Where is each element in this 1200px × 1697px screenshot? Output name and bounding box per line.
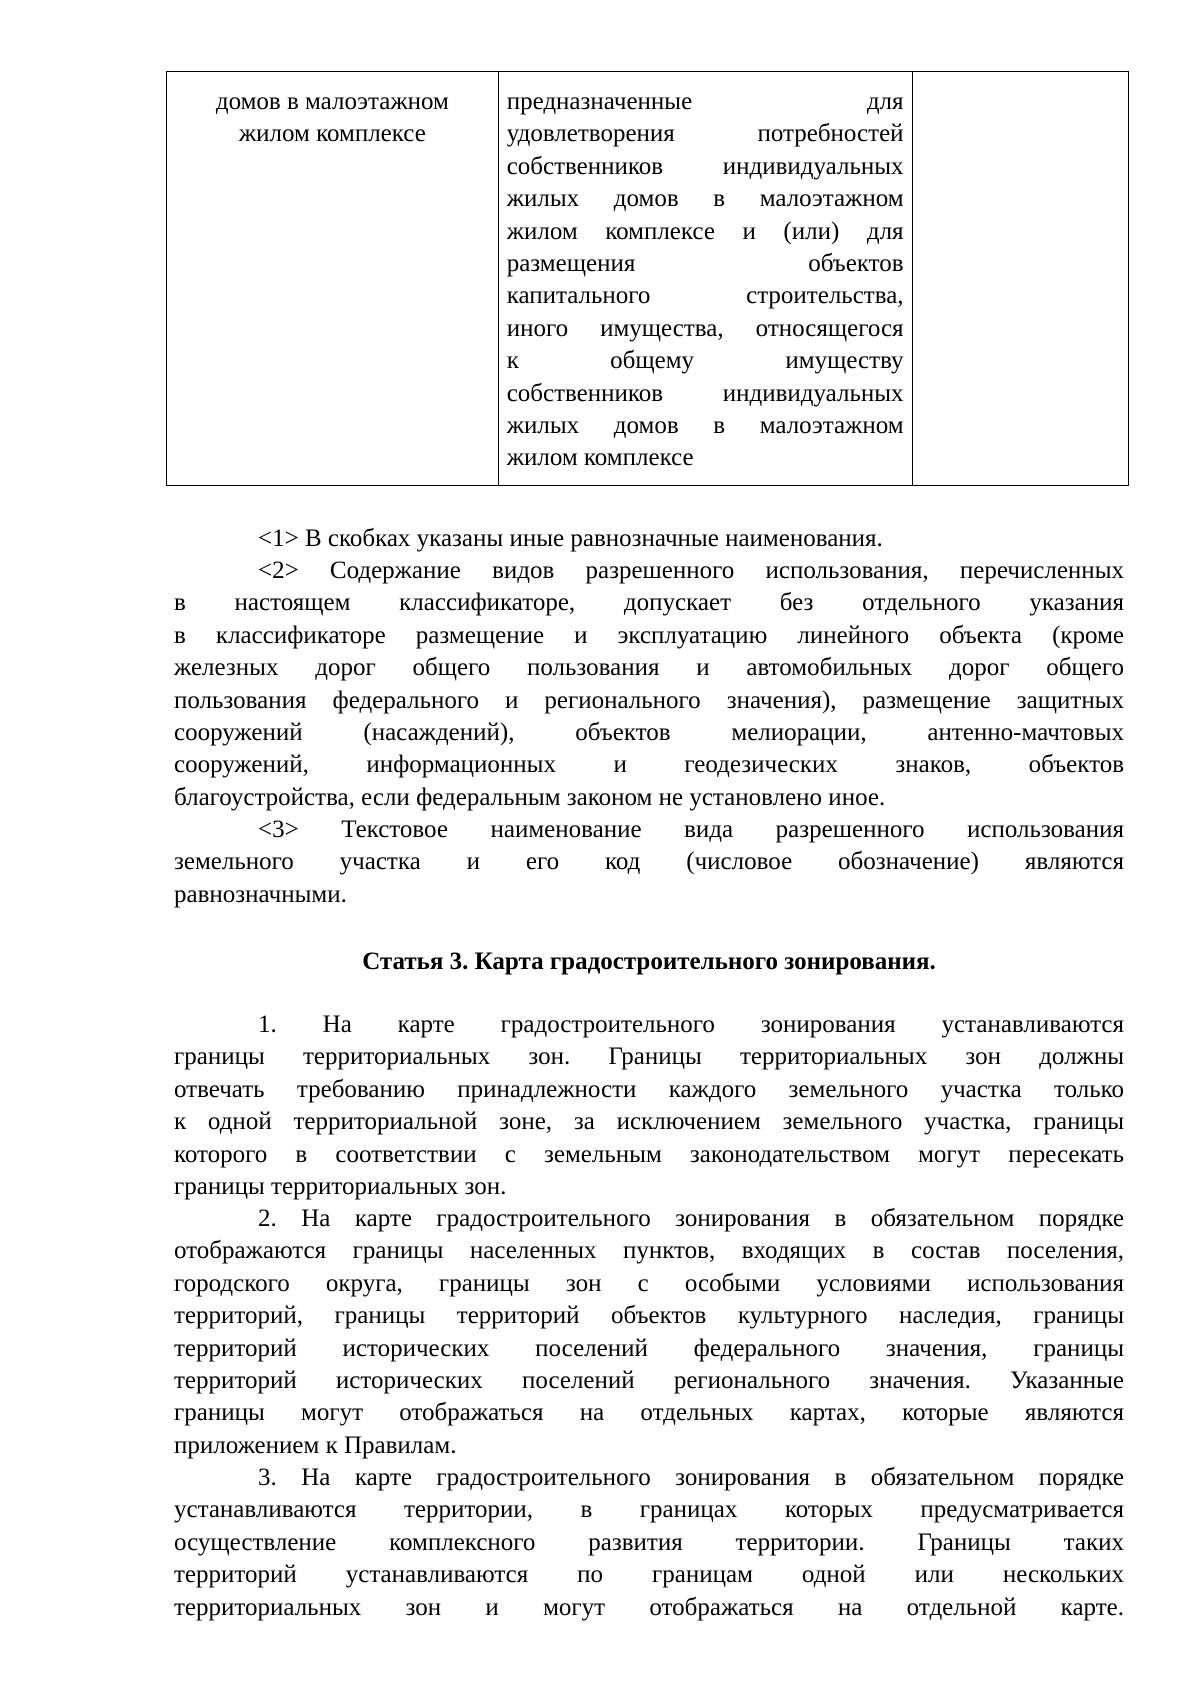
continuation-table <box>166 71 1129 486</box>
cell-text-line: к общему имуществу <box>506 347 904 375</box>
paragraph-line: 1. На карте градостроительного зонирования устанавливаются <box>258 1011 1124 1038</box>
footnote-line: благоустройства, если федеральным законом не установлено иное. <box>174 783 886 811</box>
footnote-3 <box>174 814 1124 911</box>
footnote-2 <box>174 555 1124 814</box>
paragraph-line: осуществление комплексного развития территории. Границы таких <box>174 1528 1124 1556</box>
table-cell-description <box>498 72 912 486</box>
article-paragraph-3 <box>174 1462 1124 1624</box>
paragraph-line: 3. На карте градостроительного зонирования в обязательном порядке <box>258 1464 1124 1491</box>
article-heading: Статья 3. Карта градостроительного зонирования. <box>362 948 936 975</box>
paragraph-line: территорий устанавливаются по границам одной или нескольких <box>174 1561 1124 1589</box>
paragraph-line: территорий исторических поселений федерального значения, границы <box>174 1334 1124 1362</box>
cell-text-line: собственников индивидуальных <box>506 152 904 180</box>
cell-text-line: капитального строительства, <box>506 282 904 310</box>
paragraph-line: отображаются границы населенных пунктов, входящих в состав поселения, <box>174 1237 1124 1265</box>
cell-text-line: жилом комплексе <box>506 444 694 472</box>
footnote-line: равнозначными. <box>174 880 347 908</box>
paragraph-line: границы территориальных зон. Границы территориальных зон должны <box>174 1043 1124 1071</box>
paragraph-line: отвечать требованию принадлежности каждого земельного участка только <box>174 1075 1124 1103</box>
article-paragraph-1 <box>174 1009 1124 1203</box>
paragraph-line: 2. На карте градостроительного зонирования в обязательном порядке <box>258 1205 1124 1232</box>
paragraph-line: устанавливаются территории, в границах которых предусматривается <box>174 1496 1124 1524</box>
cell-text-line: размещения объектов <box>506 250 904 278</box>
paragraph-line: приложением к Правилам. <box>174 1431 457 1459</box>
table-cell-name <box>167 72 499 486</box>
paragraph-line: территорий исторических поселений регионального значения. Указанные <box>174 1366 1124 1394</box>
footnote-line: земельного участка и его код (числовое обозначение) являются <box>174 848 1124 876</box>
table-cell-code <box>912 72 1128 486</box>
paragraph-line: городского округа, границы зон с особыми условиями использования <box>174 1269 1124 1297</box>
cell-text-line: жилых домов в малоэтажном <box>506 185 904 213</box>
paragraph-line: границы могут отображаться на отдельных картах, которые являются <box>174 1399 1124 1427</box>
footnote-line: железных дорог общего пользования и автомобильных дорог общего <box>174 654 1124 682</box>
footnote-line: в настоящем классификаторе, допускает без отдельного указания <box>174 589 1124 617</box>
paragraph-line: границы территориальных зон. <box>174 1172 507 1200</box>
paragraph-line: к одной территориальной зоне, за исключением земельного участка, границы <box>174 1108 1124 1136</box>
footnote-line: сооружений, информационных и геодезических знаков, объектов <box>174 751 1124 779</box>
footnote-line: <2> Содержание видов разрешенного использования, перечисленных <box>258 557 1124 584</box>
footnote-line: пользования федерального и регионального значения), размещение защитных <box>174 686 1124 714</box>
footnote-line: <1> В скобках указаны иные равнозначные наименования. <box>258 525 883 552</box>
cell-text-line: предназначенные для <box>506 88 904 115</box>
paragraph-line: которого в соответствии с земельным законодательством могут пересекать <box>174 1140 1124 1168</box>
footnote-line: <3> Текстовое наименование вида разрешенного использования <box>258 816 1124 843</box>
cell-text-line: жилом комплексе <box>238 120 426 148</box>
footnote-line: сооружений (насаждений), объектов мелиорации, антенно-мачтовых <box>174 718 1124 746</box>
paragraph-line: территориальных зон и могут отображаться на отдельной карте. <box>174 1593 1124 1621</box>
footnote-line: в классификаторе размещение и эксплуатацию линейного объекта (кроме <box>174 621 1124 649</box>
paragraph-line: территорий, границы территорий объектов культурного наследия, границы <box>174 1302 1124 1330</box>
cell-text-line: иного имущества, относящегося <box>506 314 904 342</box>
cell-text-line: собственников индивидуальных <box>506 379 904 407</box>
cell-text-line: жилом комплексе и (или) для <box>506 217 904 245</box>
footnote-1 <box>174 523 1124 555</box>
cell-text-line: жилых домов в малоэтажном <box>506 412 904 440</box>
table-row <box>167 72 1129 486</box>
cell-text-line: удовлетворения потребностей <box>506 120 904 148</box>
article-paragraph-2 <box>174 1203 1124 1462</box>
cell-text-line: домов в малоэтажном <box>215 88 449 115</box>
